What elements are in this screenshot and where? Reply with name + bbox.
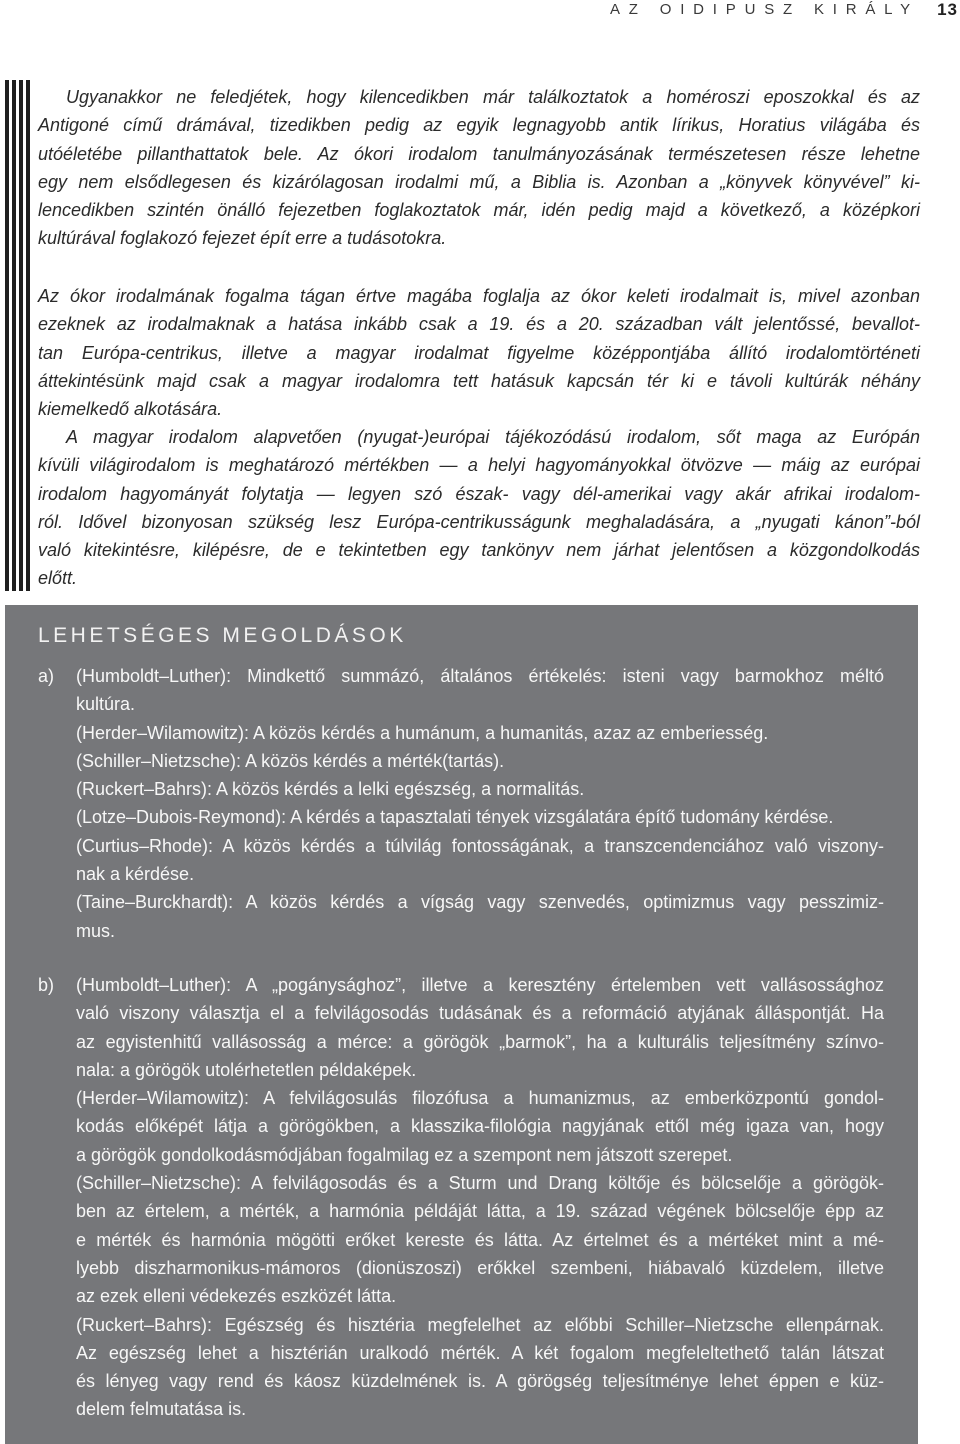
item-label: b) xyxy=(38,975,55,995)
text-line: kultúrával foglakozó fejezet épít erre a tudásotokra. xyxy=(38,228,447,249)
solution-entry xyxy=(76,803,884,831)
text-line: irodalom hagyományát folytatja — legyen szó észak- vagy dél-amerikai vagy akár afrikai irodalom- xyxy=(38,483,920,504)
margin-bar xyxy=(12,80,16,591)
solution-item-b xyxy=(38,971,884,1424)
solution-entry xyxy=(76,719,884,747)
running-header-title: AZ OIDIPUSZ KIRÁLY xyxy=(610,1,919,18)
text-line: nala: a görögök utolérhetetlen példaképek. xyxy=(76,1059,417,1080)
text-line: mus. xyxy=(76,920,116,941)
solution-entry xyxy=(76,775,884,803)
text-line: utóéletébe pillanthattatok bele. Az ókori irodalom tanulmányozásának természetesen része lehetne xyxy=(38,143,920,164)
item-body xyxy=(76,662,884,945)
text-line: (Herder–Wilamowitz): A közös kérdés a humánum, a humanitás, azaz az emberiesség. xyxy=(76,722,769,743)
solution-entry xyxy=(76,832,884,889)
margin-bar xyxy=(5,80,9,591)
text-line: delem felmutatása is. xyxy=(76,1399,247,1420)
text-line: (Curtius–Rhode): A közös kérdés a túlvilág fontosságának, a transzcendenciához való viszony- xyxy=(76,835,884,856)
text-line: és lényeg vagy rend és káosz küzdelmének is. A görögség teljesítménye lehet éppen e küz- xyxy=(76,1371,884,1392)
text-line: az ezek elleni védekezés eszközét látta. xyxy=(76,1286,397,1307)
text-line: (Schiller–Nietzsche): A felvilágosodás és a Sturm und Drang költője és bölcselője a görögök- xyxy=(76,1173,884,1194)
solution-entry xyxy=(76,1311,884,1424)
margin-bar xyxy=(26,80,30,591)
text-line: (Ruckert–Bahrs): Egészség és hisztéria megfelelhet az előbbi Schiller–Nietzsche ellenpárnak. xyxy=(76,1314,884,1335)
solution-entry xyxy=(76,888,884,945)
intro-paragraph-1 xyxy=(38,83,920,253)
text-line: tan Európa-centrikus, illetve a magyar irodalmat figyelme középpontjába állító irodalomtörténeti xyxy=(38,342,920,363)
text-line: (Herder–Wilamowitz): A felvilágosulás filozófusa a humanizmus, az emberközpontú gondol- xyxy=(76,1088,884,1109)
text-line: e mérték és harmónia mögötti erőket kereste és látta. Az értelmet és a mértéket mint a mé- xyxy=(76,1229,884,1250)
text-line: áttekintésünk majd csak a magyar irodalomra tett hatásuk kapcsán tér ki e távoli kultúrák néhány xyxy=(38,370,920,391)
text-line: való kitekintésre, kilépésre, de e tekintetben egy tankönyv nem járhat jelentősen a közgondolkodás xyxy=(38,540,920,561)
text-line: kiemelkedő alkotására. xyxy=(38,399,223,420)
text-line: kívüli világirodalom is meghatározó mértékben — a helyi hagyományokkal ötvözve — máig az európai xyxy=(38,455,920,476)
text-line: Antigoné című drámával, tizedikben pedig az egyik legnagyobb antik lírikus, Horatius világába és xyxy=(38,115,920,136)
text-line: A magyar irodalom alapvetően (nyugat-)európai tájékozódású irodalom, sőt maga az Európán xyxy=(66,427,920,447)
margin-bar xyxy=(19,80,23,591)
text-line: nak a kérdése. xyxy=(76,864,195,885)
text-line: ról. Idővel bizonyosan szükség lesz Európa-centrikusságunk meghaladására, a „nyugati kánon”-ból xyxy=(38,511,920,532)
solution-entry xyxy=(76,1169,884,1310)
text-line: való viszony választja el a felvilágosodás tudásának és a reformáció atyjának álláspontját. Ha xyxy=(76,1003,884,1024)
text-line: (Ruckert–Bahrs): A közös kérdés a lelki egészség, a normalitás. xyxy=(76,779,585,800)
text-line: (Taine–Burckhardt): A közös kérdés a vígság vagy szenvedés, optimizmus vagy pesszimiz- xyxy=(76,892,884,913)
solutions-panel xyxy=(5,605,918,1444)
text-line: (Humboldt–Luther): Mindkettő summázó, általános értékelés: isteni vagy barmokhoz méltó xyxy=(76,666,884,686)
text-line: előtt. xyxy=(38,568,78,589)
text-line: az egyistenhitű vallásosság a mérce: a görögök „barmok”, ha a kulturális teljesítmény színvo- xyxy=(76,1031,884,1052)
item-label: a) xyxy=(38,666,55,686)
solution-entry xyxy=(76,662,884,719)
text-line: (Lotze–Dubois-Reymond): A kérdés a tapasztalati tények vizsgálatára építő tudomány kérdése. xyxy=(76,807,834,828)
solution-entry xyxy=(76,1084,884,1169)
text-line: (Humboldt–Luther): A „pogánysághoz”, illetve a keresztény értelemben vett vallásossághoz xyxy=(76,975,884,995)
page-number: 13 xyxy=(937,0,958,19)
text-line: (Schiller–Nietzsche): A közös kérdés a mérték(tartás). xyxy=(76,750,505,771)
solution-entry xyxy=(76,971,884,1084)
text-line: kodás előképét látja a görögökben, a klasszika-filológia nagyjának ettől még igaza van, hogy xyxy=(76,1116,884,1137)
solution-item-a xyxy=(38,662,884,945)
text-line: lyebb diszharmonikus-mámoros (dionüszoszi) erőkkel szembeni, hiábavaló küzdelem, illetve xyxy=(76,1257,884,1278)
intro-paragraph-3 xyxy=(38,423,920,593)
solutions-heading: LEHETSÉGES MEGOLDÁSOK xyxy=(38,624,407,647)
text-line: ben az értelem, a mérték, a harmónia példáját látta, a 19. század végének bölcselője épp az xyxy=(76,1201,884,1222)
text-line: kultúra. xyxy=(76,694,136,715)
text-line: a görögök gondolkodásmódjában fogalmilag ez a szempont nem játszott szerepet. xyxy=(76,1144,733,1165)
text-line: egy nem elsődlegesen és kizárólagosan irodalmi mű, a Biblia is. Azonban a „könyvek könyvével” ki- xyxy=(38,171,920,192)
text-line: Az ókor irodalmának fogalma tágan értve magába foglalja az ókor keleti irodalmait is, mivel azonban xyxy=(38,286,920,306)
solution-entry xyxy=(76,747,884,775)
text-line: ezeknek az irodalmaknak a hatása inkább csak a 19. és a 20. században vált jelentőssé, bevallot- xyxy=(38,314,920,335)
text-line: Az egészség lehet a hisztérián uralkodó mérték. A két fogalom megfeleltethető talán látszat xyxy=(76,1342,884,1363)
text-line: Ugyanakkor ne feledjétek, hogy kilencedikben már találkoztatok a homéroszi eposzokkal és az xyxy=(66,87,920,107)
intro-paragraph-2 xyxy=(38,282,920,423)
text-line: lencedikben szintén önálló fejezetben foglakoztatok már, idén pedig majd a következő, a középkori xyxy=(38,200,920,221)
item-body xyxy=(76,971,884,1424)
